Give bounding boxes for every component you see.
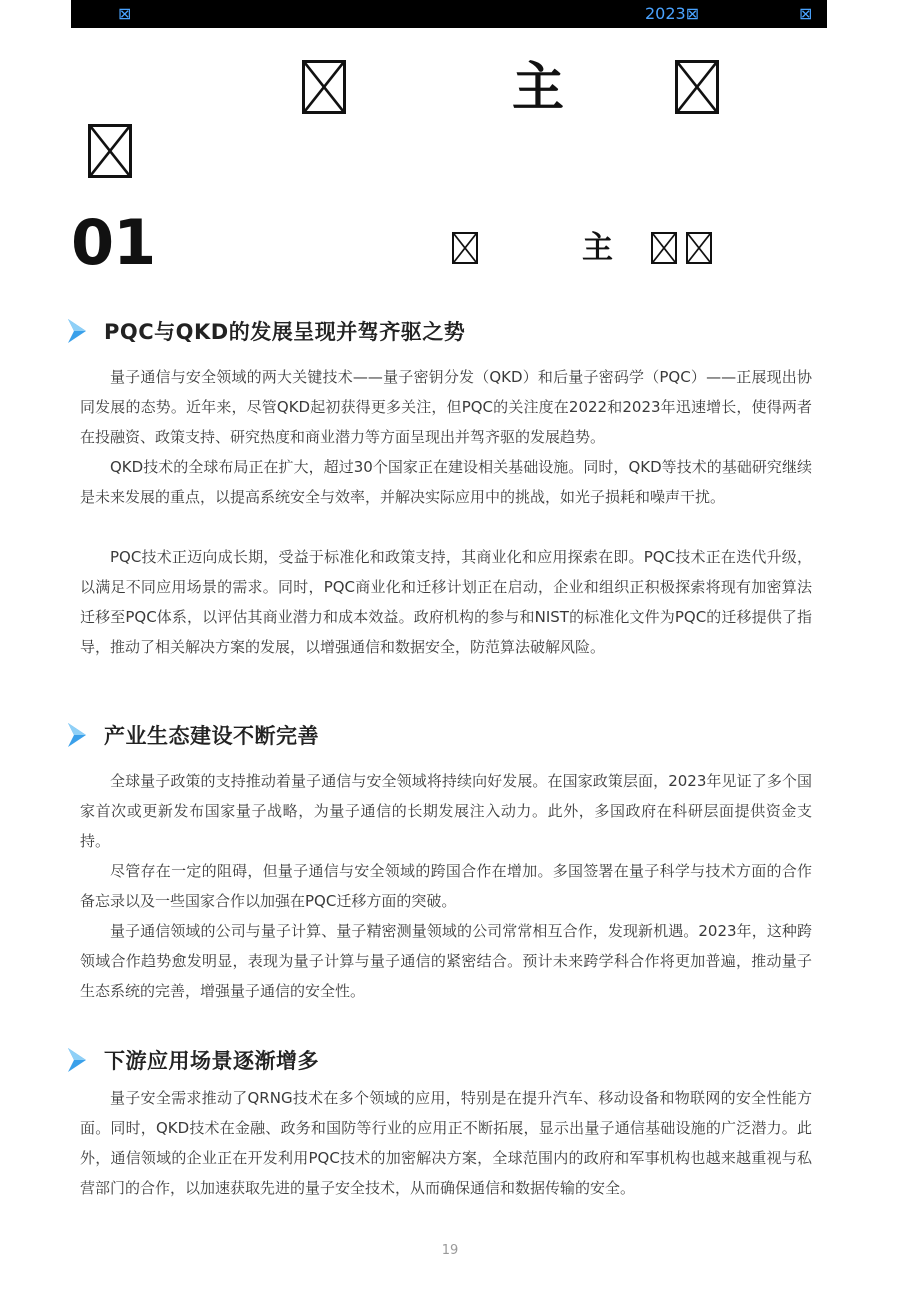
section-title: 产业生态建设不断完善 [104, 724, 319, 748]
header-left-mark: ⊠ [118, 4, 132, 23]
section-heading [66, 719, 319, 751]
missing-glyph-icon [452, 232, 478, 264]
chapter-number: 01 [71, 206, 156, 279]
section-title: PQC与QKD的发展呈现并驾齐驱之势 [104, 320, 466, 344]
chevron-right-icon [66, 1046, 88, 1074]
paragraph: PQC技术正迈向成长期，受益于标准化和政策支持，其商业化和应用探索在即。PQC技术正在迭代升级，以满足不同应用场景的需求。同时，PQC商业化和迁移计划正在启动，企业和组织正积极探索将现有加密算法迁移至PQC体系，以评估其商业潜力和成本效益。政府机构的参与和NIST的标准化文件为PQC的迁移提供了指导，推动了相关解决方案的发展，以增强通信和数据安全，防范算法破解风险。 [80, 548, 812, 656]
missing-glyph-icon [686, 232, 712, 264]
paragraph: 尽管存在一定的阻碍，但量子通信与安全领域的跨国合作在增加。多国签署在量子科学与技术方面的合作备忘录以及一些国家合作以加强在PQC迁移方面的突破。 [80, 862, 812, 910]
header-bar [71, 0, 827, 28]
missing-glyph-icon [302, 60, 346, 114]
paragraph: QKD技术的全球布局正在扩大，超过30个国家正在建设相关基础设施。同时，QKD等技术的基础研究继续是未来发展的重点，以提高系统安全与效率，并解决实际应用中的挑战，如光子损耗和噪声干扰。 [80, 458, 812, 506]
section-heading [66, 315, 465, 347]
paragraph: 量子通信领域的公司与量子计算、量子精密测量领域的公司常常相互合作，发现新机遇。2023年，这种跨领域合作趋势愈发明显，表现为量子计算与量子通信的紧密结合。预计未来跨学科合作将更加普遍，推动量子生态系统的完善，增强量子通信的安全性。 [80, 922, 812, 1000]
chapter-title-glyph: 主 [512, 57, 565, 118]
missing-glyph-icon [675, 60, 719, 114]
paragraph: 全球量子政策的支持推动着量子通信与安全领域将持续向好发展。在国家政策层面，2023年见证了多个国家首次或更新发布国家量子战略，为量子通信的长期发展注入动力。此外，多国政府在科研层面提供资金支持。 [80, 772, 812, 850]
chevron-right-icon [66, 317, 88, 345]
header-right-mark: ⊠ [799, 4, 813, 23]
header-year: 2023⊠ [645, 4, 700, 23]
paragraph: 量子通信与安全领域的两大关键技术——量子密钥分发（QKD）和后量子密码学（PQC）——正展现出协同发展的态势。近年来，尽管QKD起初获得更多关注，但PQC的关注度在2022和2023年迅速增长，使得两者在投融资、政策支持、研究热度和商业潜力等方面呈现出并驾齐驱的发展趋势。 [80, 368, 812, 446]
missing-glyph-icon [88, 124, 132, 178]
chevron-right-icon [66, 721, 88, 749]
page-number: 19 [441, 1243, 459, 1258]
section-heading [66, 1044, 319, 1076]
section-title: 下游应用场景逐渐增多 [104, 1049, 319, 1073]
chapter-subtitle-glyph: 主 [582, 230, 613, 266]
missing-glyph-icon [651, 232, 677, 264]
paragraph: 量子安全需求推动了QRNG技术在多个领域的应用，特别是在提升汽车、移动设备和物联网的安全性能方面。同时，QKD技术在金融、政务和国防等行业的应用正不断拓展，显示出量子通信基础设施的广泛潜力。此外，通信领域的企业正在开发利用PQC技术的加密解决方案，全球范围内的政府和军事机构也越来越重视与私营部门的合作，以加速获取先进的量子安全技术，从而确保通信和数据传输的安全。 [80, 1089, 812, 1197]
